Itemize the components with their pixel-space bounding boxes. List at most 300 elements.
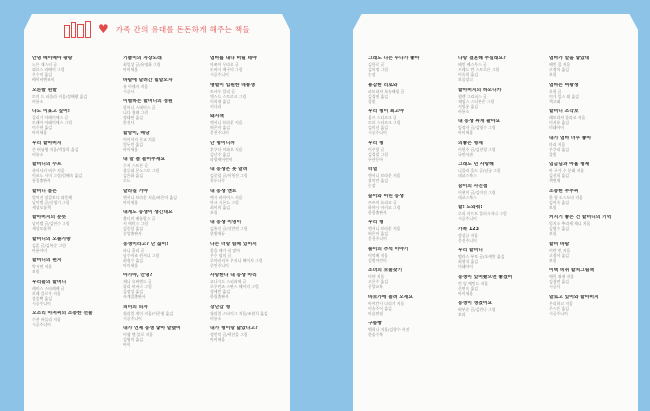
book-credit: 로마라지츠 우지니 헤어지 그림 bbox=[210, 257, 263, 263]
book-entry bbox=[32, 189, 106, 210]
book-title: 기쁨이의 자장노래 bbox=[123, 56, 162, 61]
book-entry bbox=[123, 273, 197, 299]
book-title: 엄마가 알을 낳았대 bbox=[549, 56, 590, 61]
book-title: 우리들의 할머니 bbox=[32, 279, 67, 285]
book-entry bbox=[32, 141, 106, 157]
book-credit: 이주랑 글 bbox=[368, 146, 385, 152]
book-credit: 풀빛 bbox=[549, 151, 557, 157]
book-entry bbox=[210, 305, 284, 321]
book-entry bbox=[368, 83, 442, 104]
book-entry bbox=[123, 189, 197, 205]
book-credit: 강종택 옮김 bbox=[32, 295, 53, 301]
book-credit: 제니 오버렌드 글 bbox=[123, 279, 152, 284]
book-credit: 우리하고 지음 bbox=[549, 300, 573, 306]
book-credit: 유 이애자 지음 bbox=[123, 83, 149, 89]
book-credit: 오형 글 bbox=[549, 88, 562, 94]
book-credit: 임정자 글/김영수 그림 bbox=[458, 125, 496, 130]
book-entry bbox=[549, 268, 623, 289]
book-credit: 토미 드 파울라 지음/정해왕 옮김 bbox=[32, 93, 88, 99]
book-credit: 이수연 옮김 bbox=[32, 125, 53, 130]
book-credit: 아이세움 bbox=[123, 146, 139, 152]
book-credit: 배빈 베스투스 글 bbox=[458, 62, 487, 67]
book-credit: 이희재 옮김 bbox=[210, 98, 231, 104]
book-credit: 배빈 콜 지음 bbox=[549, 62, 571, 67]
book-entry bbox=[368, 167, 442, 188]
book-title: 오른발 왼발 bbox=[32, 87, 57, 93]
book-credit: 엄두빈 옮김 bbox=[123, 141, 144, 147]
book-entry bbox=[549, 83, 623, 104]
book-entry bbox=[123, 131, 197, 152]
book-title: 할아버지의 분뜻 bbox=[32, 215, 67, 220]
book-title: 커지기 좋은 건 할머니의 기억 bbox=[549, 215, 612, 220]
book-entry bbox=[368, 247, 442, 263]
book-credit: 책연재 bbox=[549, 178, 561, 183]
book-title: 할! 도와줘! bbox=[458, 205, 483, 210]
book-credit: 한림출판사 bbox=[210, 294, 229, 299]
book-credit: 한빛에듀 bbox=[210, 231, 226, 236]
book-entry bbox=[210, 114, 284, 135]
book-credit: 김중렬 글/이형진 그림 bbox=[210, 173, 248, 178]
book-credit: 헬렌 그리피스 글 bbox=[458, 93, 487, 99]
book-title: 바람에 날려간 힐말모자 bbox=[123, 77, 173, 83]
book-entry bbox=[210, 189, 284, 215]
book-title: 나랑 결혼해 주실래요? bbox=[458, 56, 506, 61]
book-credit: 앤서니 브라운 지음 bbox=[210, 120, 243, 125]
book-credit: 납이엘 글/김연수 그림 bbox=[32, 221, 70, 226]
book-entry bbox=[549, 109, 623, 130]
book-title: 내 동생 싸게 팔아요 bbox=[458, 119, 501, 124]
book-credit: 시공주니어 bbox=[32, 322, 51, 327]
book-credit: 마리 지음 bbox=[549, 141, 566, 147]
book-credit: 백희나 지음/김향수 사진 bbox=[368, 327, 410, 332]
book-credit: 보리 bbox=[458, 312, 466, 317]
page-title: 가족 간의 유대를 돈돈하게 해주는 책들 bbox=[115, 24, 250, 34]
book-credit: 마쯔이 무라오 글 bbox=[210, 62, 239, 67]
book-credit: 코나시드 스피리에 글 bbox=[210, 279, 247, 284]
book-column bbox=[123, 56, 197, 353]
book-entry bbox=[123, 78, 197, 94]
book-credit: 주스튼 옮김 bbox=[549, 305, 570, 311]
book-credit: 길벗어린이 bbox=[368, 257, 387, 263]
book-credit: 미가 일스 외 옮김 bbox=[549, 93, 580, 99]
book-column bbox=[210, 56, 284, 348]
book-credit: 레이스 스타레베 글 bbox=[32, 285, 65, 291]
book-credit: 로우린즈 스판스 헤어지 그림 bbox=[210, 284, 259, 289]
book-entry bbox=[458, 275, 532, 296]
book-entry bbox=[123, 99, 197, 125]
book-credit: 최정수 옮김 bbox=[123, 257, 144, 263]
book-credit: 비룡소 bbox=[458, 108, 470, 114]
book-credit: 풀빛 bbox=[368, 98, 376, 104]
book-credit: 책고래 bbox=[549, 98, 561, 104]
book-title: 엄마는 여왕생 bbox=[549, 82, 579, 88]
book-entry bbox=[458, 162, 532, 178]
book-credit: 수잔 바들리 지음 bbox=[32, 317, 61, 322]
book-title: 용감한 리로와 bbox=[368, 82, 398, 88]
book-credit: 시공주니어 bbox=[458, 216, 477, 221]
book-credit: 비룡소 bbox=[32, 151, 44, 157]
book-title: 그래도 나는 누나가 좋아 bbox=[368, 56, 420, 61]
book-credit: 김종섭 옮김 bbox=[123, 226, 144, 231]
book-entry bbox=[210, 220, 284, 236]
book-credit: 김흥신 글/신민연 그림 bbox=[210, 226, 248, 231]
book-entry bbox=[458, 301, 532, 317]
book-title: 우리 형 bbox=[368, 220, 384, 225]
book-title: 피미의 피자 bbox=[123, 304, 148, 310]
book-credit: 고은주 옮김 bbox=[368, 279, 389, 284]
book-credit: 아이세움 bbox=[123, 199, 139, 205]
book-credit: 미셸 엔 블로 지음 bbox=[123, 332, 154, 337]
book-credit: 허부순 글/김빈나 그림 bbox=[458, 307, 496, 312]
book-title: 터널 bbox=[368, 167, 378, 172]
book-credit: 김이숙 옮김 bbox=[549, 199, 570, 205]
book-title: 소녀의 보물찾기 bbox=[368, 268, 403, 273]
book-title: 할망이, 배낭 bbox=[123, 130, 150, 136]
book-entry bbox=[210, 273, 284, 299]
book-entry bbox=[368, 109, 442, 135]
book-entry bbox=[458, 248, 532, 269]
book-column bbox=[549, 56, 623, 321]
book-credit: 최형석 옮김 bbox=[458, 259, 479, 264]
book-title: 동생이라고? 난 싫어! bbox=[123, 241, 169, 247]
book-credit: 한진사 bbox=[123, 120, 135, 125]
book-title: 꿈이의 사진첩 bbox=[458, 183, 488, 189]
book-credit: 허은미 옮김 bbox=[368, 231, 389, 236]
book-credit: 시공주니어 bbox=[123, 315, 142, 321]
book-credit: 이지유 옮김 bbox=[549, 120, 570, 125]
book-title: 내가 엄마 너무 좋아 bbox=[549, 135, 592, 141]
book-credit: 하야시 아키코 그림 bbox=[368, 204, 401, 210]
book-entry bbox=[549, 242, 623, 263]
book-entry bbox=[549, 215, 623, 236]
book-title: 나는 너랑 함께 있어서 bbox=[210, 241, 257, 247]
book-entry bbox=[458, 141, 532, 157]
book-title: 맹렬이 입원한 네통생 bbox=[210, 82, 256, 88]
book-credit: 시공사 bbox=[123, 88, 135, 94]
book-credit: 쥴루네 몬노스토 그림 bbox=[123, 168, 160, 173]
book-entry bbox=[210, 167, 284, 183]
book-entry bbox=[32, 162, 106, 183]
book-credit: 아이세움 bbox=[123, 67, 139, 72]
book-title: 내가 언제 동생 낳아 달랬어 bbox=[123, 326, 181, 331]
book-credit: 베이비엔조이 bbox=[32, 77, 55, 82]
book-entry bbox=[32, 258, 106, 274]
book-credit: 아이세움 bbox=[32, 130, 48, 135]
book-credit: 존 버닝햄 지음/박상희 옮김 bbox=[32, 146, 79, 152]
book-credit: 린 밍 예민드 지음 bbox=[458, 280, 489, 286]
book-title: 바보가에 놀려 오세요 bbox=[368, 294, 414, 300]
book-entry bbox=[368, 56, 442, 77]
book-credit: 김은화 옮김 bbox=[123, 173, 144, 178]
book-credit: 시공주니어 bbox=[549, 310, 568, 316]
book-credit: 아 구가 수 분래 지음 bbox=[549, 168, 585, 173]
book-credit: 윌리엄 스타이그 지음/조원식 옮김 bbox=[210, 310, 268, 316]
book-entry bbox=[32, 56, 106, 82]
book-credit: 한솔수북 bbox=[368, 332, 384, 337]
book-title: 우리 형 bbox=[368, 140, 384, 146]
book-credit: 할머니 스테이스 글 bbox=[123, 105, 156, 110]
book-title: 말로고 있어와 할아버지 bbox=[549, 294, 599, 300]
book-credit: 이현주 글/김천정 그림 bbox=[458, 146, 496, 152]
book-credit: 출디미 배롤랑스 글 bbox=[123, 216, 156, 221]
book-title: 우리 할머니 bbox=[458, 248, 483, 253]
book-column bbox=[458, 56, 532, 323]
book-credit: 보림 bbox=[32, 269, 40, 274]
book-entry bbox=[458, 205, 532, 221]
page-header bbox=[64, 20, 250, 38]
book-credit: 중앙출판사 bbox=[123, 231, 142, 236]
book-credit: 서 에미스 그림 bbox=[123, 221, 149, 226]
book-credit: 한 영 도스도타 지음 bbox=[549, 194, 583, 200]
book-title: 할아버지의 하모니카 bbox=[458, 87, 502, 93]
book-title: 내가 형이랑 닮았다고? bbox=[210, 326, 258, 331]
book-entry bbox=[123, 242, 197, 268]
book-credit: 이란 빈 지음 bbox=[549, 247, 571, 253]
book-credit: 로드 bbox=[123, 178, 131, 183]
book-credit: 아이세움 bbox=[458, 290, 474, 296]
book-credit: 최일상 글/유명화 그림 bbox=[123, 62, 161, 67]
book-entry bbox=[123, 210, 197, 236]
book-credit: 아이세움 bbox=[123, 262, 139, 268]
book-credit: 뢰르스 라베이 그림 bbox=[32, 67, 65, 72]
book-entry bbox=[368, 268, 442, 289]
book-credit: 보림 bbox=[549, 257, 557, 263]
book-title: 할머니의 수프 bbox=[32, 162, 62, 167]
book-credit: 신연숙 옮김 bbox=[458, 285, 479, 291]
book-entry bbox=[32, 311, 106, 327]
book-credit: 아이칸시 나리기 지음 bbox=[368, 300, 405, 306]
book-credit: 웅진주니어 bbox=[210, 130, 229, 135]
book-entry bbox=[368, 295, 442, 316]
book-credit: 이슈주이 옮김 bbox=[368, 305, 392, 311]
book-credit: 통일출판사 bbox=[32, 178, 51, 183]
book-title: 내 동생 이영이 bbox=[210, 220, 242, 225]
book-credit: 미래아이 bbox=[458, 264, 474, 269]
book-entry bbox=[210, 56, 284, 77]
book-credit: 장미란 옮김 bbox=[368, 178, 389, 183]
book-entry bbox=[458, 56, 532, 82]
book-credit: 비룡소 bbox=[210, 315, 222, 321]
book-credit: 김경렬 그림 bbox=[368, 151, 389, 157]
book-credit: 쥬미사키 버주 지음 bbox=[32, 168, 65, 173]
book-credit: 제임스 스티븐슨 그림 bbox=[458, 98, 495, 104]
book-title: 난 형이니까 bbox=[210, 140, 235, 146]
book-entry bbox=[549, 162, 623, 183]
book-title: 사랑한다 내 동생 아리 bbox=[210, 273, 257, 278]
book-credit: 우쿠리 옮김 bbox=[549, 146, 570, 152]
book-credit: 허은미 옮김 bbox=[210, 125, 231, 130]
book-title: 그래도 넌 사랑해 bbox=[458, 162, 494, 167]
book-credit: 니콜라 올드 글/남궁 그림 bbox=[458, 168, 501, 173]
book-credit: 윌리엄 게이 지음/이은영 옮김 bbox=[123, 310, 174, 316]
book-credit: 아이세움 bbox=[210, 337, 226, 342]
book-credit: 김영수 옮김 bbox=[549, 226, 570, 231]
book-credit: 트샤우 일리 글 bbox=[210, 88, 236, 94]
book-credit: 마술연필 bbox=[368, 310, 384, 316]
book-credit: 시공주니어 bbox=[210, 72, 229, 77]
book-title: 내게도 동생이 생긴대요 bbox=[123, 210, 173, 215]
book-credit: 로리 키프트 플러시지나 그림 bbox=[458, 211, 507, 216]
book-credit: 벳시 바이어스 지음 bbox=[210, 194, 243, 200]
book-entry bbox=[458, 88, 532, 114]
book-credit: 질리기 아레이에스 글 bbox=[32, 115, 69, 120]
book-credit: 보림 bbox=[210, 209, 218, 215]
book-entry bbox=[123, 157, 197, 183]
book-credit: 이즈노 시미 그림/엄혜숙 옮김 bbox=[32, 173, 83, 178]
book-credit: 세상모톨책 bbox=[32, 204, 51, 210]
book-title: 아가야, 안녕? bbox=[123, 273, 153, 278]
book-credit: 노튼 재스터 글 bbox=[32, 62, 58, 67]
book-credit: 아이 bbox=[123, 342, 131, 347]
book-credit: 김한로 글 bbox=[368, 62, 385, 67]
book-credit: 우수 필의 글 bbox=[210, 252, 232, 258]
book-credit: 비룡소 bbox=[32, 98, 44, 104]
book-title: 할머니 조각보 bbox=[549, 109, 579, 114]
book-credit: 쓰쓰이 요리코 글 bbox=[368, 199, 397, 205]
book-credit: 시공주니어 bbox=[368, 130, 387, 135]
book-credit: 울프 스타르크 글 bbox=[368, 115, 397, 120]
heart-icon: ♥ bbox=[98, 22, 109, 36]
book-credit: 엔서니 브라운 지음 bbox=[368, 226, 401, 231]
book-credit: 중앙교육 bbox=[368, 284, 384, 289]
book-credit: 니다 퀼레 그림 bbox=[123, 110, 149, 115]
book-title: 장난감 형 bbox=[210, 304, 231, 310]
book-credit: 고정아 옮김 bbox=[549, 252, 570, 258]
book-credit: 이숙희 옮김 bbox=[458, 72, 479, 77]
book-credit: 우수미 옮김 bbox=[32, 72, 53, 77]
book-title: 이별하는 할머니의 정원 bbox=[123, 99, 173, 104]
book-title: 의좋은 형제 bbox=[458, 140, 483, 146]
book-entry bbox=[210, 141, 284, 162]
book-credit: 파랑새어린이 bbox=[210, 156, 233, 162]
book-title: 안녕 베이베아 팡팡 bbox=[32, 56, 73, 61]
book-entry bbox=[123, 326, 197, 347]
book-credit: 브레 플로우 지음 bbox=[32, 290, 61, 296]
book-title: 오소리 아저씨의 소중한 선물 bbox=[32, 311, 93, 316]
book-entry bbox=[210, 326, 284, 342]
book-entry bbox=[549, 189, 623, 210]
book-credit: 엄지소 추리세 제니 지음 bbox=[549, 221, 591, 226]
book-credit: 미래아이 bbox=[549, 125, 565, 130]
book-title: 할머니의 오솔가방 bbox=[32, 236, 71, 242]
book-credit: 김영미 옮김 bbox=[123, 337, 144, 342]
book-credit: 정세빈 옮김 bbox=[210, 289, 231, 294]
book-credit: 한림출판사 bbox=[368, 209, 387, 215]
book-entry bbox=[549, 56, 623, 77]
book-credit: 김미정 그림 bbox=[368, 67, 389, 72]
book-credit: 세상모톨책 bbox=[32, 226, 51, 231]
book-credit: 시공주니어 bbox=[32, 300, 51, 306]
book-title: 엄마를 내다 버릴 테야 bbox=[210, 56, 257, 61]
book-credit: 앤서니 브라운 지음 bbox=[368, 173, 401, 178]
book-credit: 김경연 옮김 bbox=[368, 93, 389, 99]
book-title: 내 말 좀 들어주세요 bbox=[123, 157, 166, 162]
book-credit: 벌어진 장갑보다 따뜻해 bbox=[32, 194, 73, 200]
book-title: 구름빵 bbox=[368, 321, 382, 326]
book-entry bbox=[210, 242, 284, 268]
book-credit: 마크 시몬드 그림 bbox=[210, 199, 239, 205]
book-title: 할머니의 편지 bbox=[32, 258, 62, 263]
book-entry bbox=[32, 215, 106, 231]
book-entry bbox=[368, 220, 442, 241]
book-credit: 에릭 쥐제 지음 bbox=[549, 274, 575, 279]
book-credit: 벨라스 부트 글/오캐만 옮김 bbox=[458, 254, 505, 259]
book-credit: 김장성 옮김 bbox=[123, 289, 144, 294]
book-credit: 박시연 지음 bbox=[32, 264, 53, 269]
book-credit: 파니 홀리 글 bbox=[123, 247, 145, 253]
book-title: 내 동생 앤트 bbox=[210, 188, 237, 194]
book-credit: 프레드 반 스토로른 그림 bbox=[458, 67, 500, 72]
book-entry bbox=[368, 194, 442, 215]
book-column bbox=[32, 56, 106, 333]
book-credit: 패트리샤 폴라코 지음 bbox=[549, 115, 586, 120]
book-credit: 두산동아 bbox=[368, 156, 384, 162]
book-credit: 남수어즈 윈서니 그림 bbox=[123, 252, 160, 258]
book-title: 우리 형이 최고야 bbox=[368, 109, 404, 114]
book-credit: 데코스북스 bbox=[458, 194, 477, 200]
book-entry bbox=[458, 227, 532, 243]
book-credit: 보물창고 bbox=[458, 77, 474, 82]
book-credit: 보림 bbox=[549, 204, 557, 210]
book-credit: 미야 지음 bbox=[368, 274, 385, 279]
book-credit: 김미선 옮김 bbox=[368, 125, 389, 130]
book-credit: 논장 bbox=[368, 183, 376, 188]
book-title: 돼지책 bbox=[210, 114, 224, 119]
book-title: 가족 123 bbox=[458, 226, 479, 232]
book-entry bbox=[458, 184, 532, 200]
book-title: 할머니 품은 bbox=[32, 188, 57, 194]
book-credit: 김경연 옮김 bbox=[549, 279, 570, 284]
book-title: 동생이 생겼어요 bbox=[458, 301, 493, 306]
book-column bbox=[368, 56, 442, 343]
book-credit: 김난주 옮김 bbox=[210, 151, 231, 157]
book-credit: 이현미 글/김이진 그림 bbox=[458, 189, 496, 195]
book-credit: 정상규 지음 bbox=[458, 232, 479, 238]
book-credit: 데코스북스 bbox=[458, 173, 477, 178]
book-credit: 수지 스트론 글 bbox=[123, 163, 149, 168]
book-credit: 보림 bbox=[549, 231, 557, 236]
book-credit: 웅진주니어 bbox=[368, 236, 387, 241]
book-credit: 토레아 아래이에스 그림 bbox=[32, 120, 73, 125]
book-entry bbox=[32, 88, 106, 104]
books-icon bbox=[64, 21, 91, 38]
book-title: 나도 이표고 싶어! bbox=[32, 109, 70, 114]
book-title: 동생이 있어봤으면 좋겠어 bbox=[458, 274, 513, 280]
book-entry bbox=[32, 280, 106, 306]
book-credit: 최이희 옮김 bbox=[210, 204, 231, 210]
book-credit: 아이세움 bbox=[458, 130, 474, 135]
book-credit: 좋을 때가 더 많아 bbox=[210, 247, 241, 253]
book-entry bbox=[210, 83, 284, 109]
book-credit: 국민서관 bbox=[458, 151, 474, 157]
book-entry bbox=[123, 305, 197, 321]
book-title: 숲이와 어린 동생 bbox=[368, 193, 404, 199]
book-credit: 논장 bbox=[368, 72, 376, 77]
book-credit: 줄리 비바스 그림 bbox=[123, 284, 152, 289]
book-credit: 사계절출판사 bbox=[123, 294, 146, 299]
book-credit: 정인덕 글/곽선을 그림 bbox=[210, 332, 248, 337]
book-credit: 중인주니어 bbox=[210, 262, 229, 268]
book-credit: 꼭두나무 bbox=[210, 178, 226, 183]
book-title: 할머 바람 bbox=[549, 241, 570, 247]
book-title: 내 동생은 못 말려 bbox=[210, 167, 248, 172]
book-entry bbox=[549, 295, 623, 316]
book-credit: 키다리 bbox=[210, 103, 222, 109]
book-title: 이텍 비쥐 할처그림책 bbox=[549, 268, 595, 273]
book-credit: 앤스드 스토르크 그림 bbox=[210, 93, 247, 99]
book-credit: 정태연 옮김 bbox=[123, 115, 144, 120]
book-entry bbox=[32, 237, 106, 253]
